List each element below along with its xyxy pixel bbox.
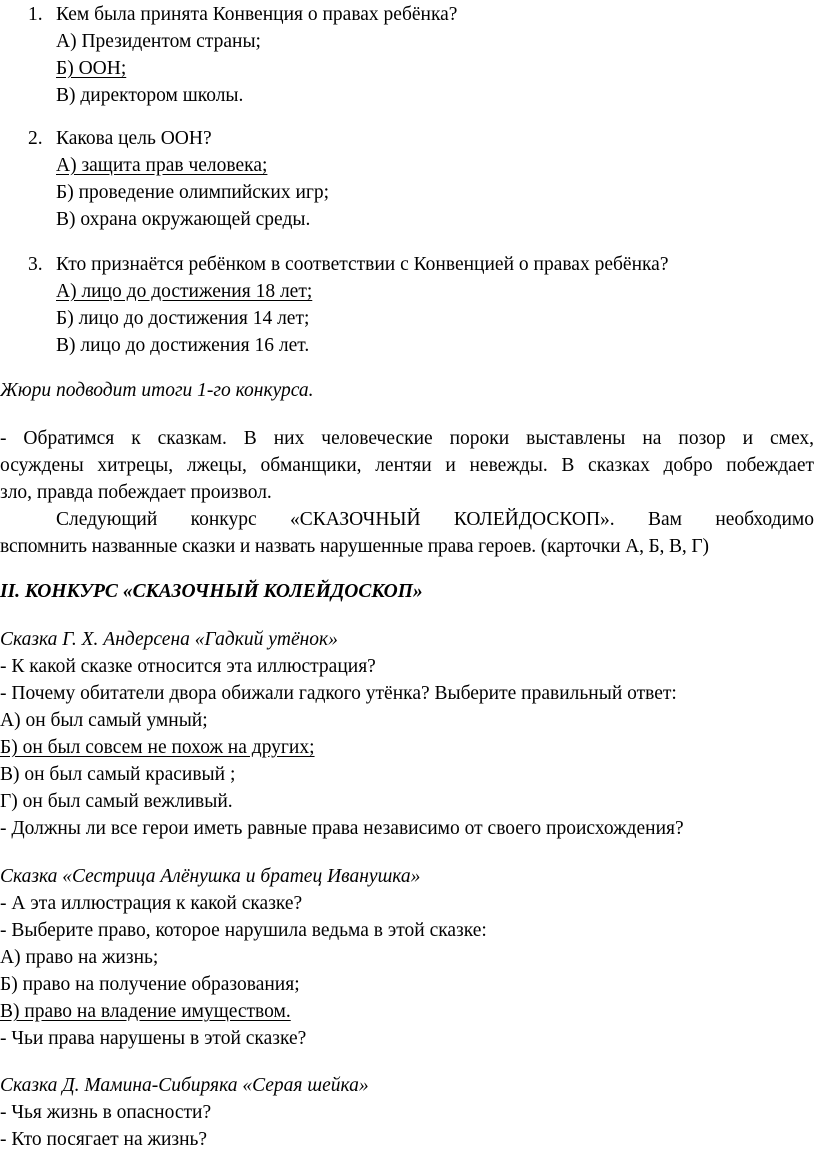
tale-line: В) он был самый красивый ; bbox=[0, 764, 236, 785]
answer-option: Б) лицо до достижения 14 лет; bbox=[56, 308, 310, 329]
question-1 bbox=[28, 2, 457, 28]
answer-option: В) охрана окружающей среды. bbox=[56, 209, 311, 230]
answer-option-correct: А) защита прав человека; bbox=[56, 155, 268, 176]
tale-line: - К какой сказке относится эта иллюстрация? bbox=[0, 656, 376, 677]
tale-line: - Должны ли все герои иметь равные права независимо от своего происхождения? bbox=[0, 818, 684, 839]
question-text: Какова цель ООН? bbox=[56, 128, 212, 149]
question-number: 1. bbox=[28, 4, 43, 25]
tale-line: - Чьи права нарушены в этой сказке? bbox=[0, 1028, 307, 1049]
answer-option-correct: Б) ООН; bbox=[56, 58, 127, 79]
answer-option-correct: А) лицо до достижения 18 лет; bbox=[56, 281, 313, 302]
question-number: 3. bbox=[28, 254, 43, 275]
intro-line: осуждены хитрецы, лжецы, обманщики, лентяи и невежды. В сказках добро побеждает bbox=[0, 455, 814, 476]
tale-line: - Кто посягает на жизнь? bbox=[0, 1129, 208, 1150]
question-text: Кто признаётся ребёнком в соответствии с Конвенцией о правах ребёнка? bbox=[56, 254, 669, 275]
section-title: II. КОНКУРС «СКАЗОЧНЫЙ КОЛЕЙДОСКОП» bbox=[0, 581, 423, 602]
tale-title: Сказка Г. Х. Андерсена «Гадкий утёнок» bbox=[0, 629, 338, 650]
answer-option: Б) проведение олимпийских игр; bbox=[56, 182, 330, 203]
question-2 bbox=[28, 126, 212, 152]
intro-line: зло, правда побеждает произвол. bbox=[0, 482, 272, 503]
tale-title: Сказка Д. Мамина-Сибиряка «Серая шейка» bbox=[0, 1075, 369, 1096]
tale-line: Г) он был самый вежливый. bbox=[0, 791, 233, 812]
tale-line: - Почему обитатели двора обижали гадкого утёнка? Выберите правильный ответ: bbox=[0, 683, 677, 704]
tale-line: Б) право на получение образования; bbox=[0, 974, 300, 995]
tale-line: - Чья жизнь в опасности? bbox=[0, 1102, 212, 1123]
tale-line: - Выберите право, которое нарушила ведьма в этой сказке: bbox=[0, 920, 487, 941]
intro-line: вспомнить названные сказки и назвать нарушенные права героев. (карточки А, Б, В, Г) bbox=[0, 536, 709, 557]
tale-line: - А эта иллюстрация к какой сказке? bbox=[0, 893, 303, 914]
jury-note: Жюри подводит итоги 1-го конкурса. bbox=[0, 380, 314, 401]
question-number: 2. bbox=[28, 128, 43, 149]
tale-title: Сказка «Сестрица Алёнушка и братец Иванушка» bbox=[0, 866, 421, 887]
tale-line: А) право на жизнь; bbox=[0, 947, 159, 968]
answer-option: В) лицо до достижения 16 лет. bbox=[56, 335, 310, 356]
answer-option: В) директором школы. bbox=[56, 85, 244, 106]
intro-line: Следующий конкурс «СКАЗОЧНЫЙ КОЛЕЙДОСКОП». Вам необходимо bbox=[56, 509, 814, 530]
tale-line-correct: В) право на владение имуществом. bbox=[0, 1001, 291, 1022]
tale-line: А) он был самый умный; bbox=[0, 710, 208, 731]
intro-line: - Обратимся к сказкам. В них человеческие пороки выставлены на позор и смех, bbox=[0, 428, 814, 449]
question-3 bbox=[28, 252, 669, 278]
question-text: Кем была принята Конвенция о правах ребёнка? bbox=[56, 4, 458, 25]
tale-line-correct: Б) он был совсем не похож на других; bbox=[0, 737, 315, 758]
answer-option: А) Президентом страны; bbox=[56, 31, 261, 52]
